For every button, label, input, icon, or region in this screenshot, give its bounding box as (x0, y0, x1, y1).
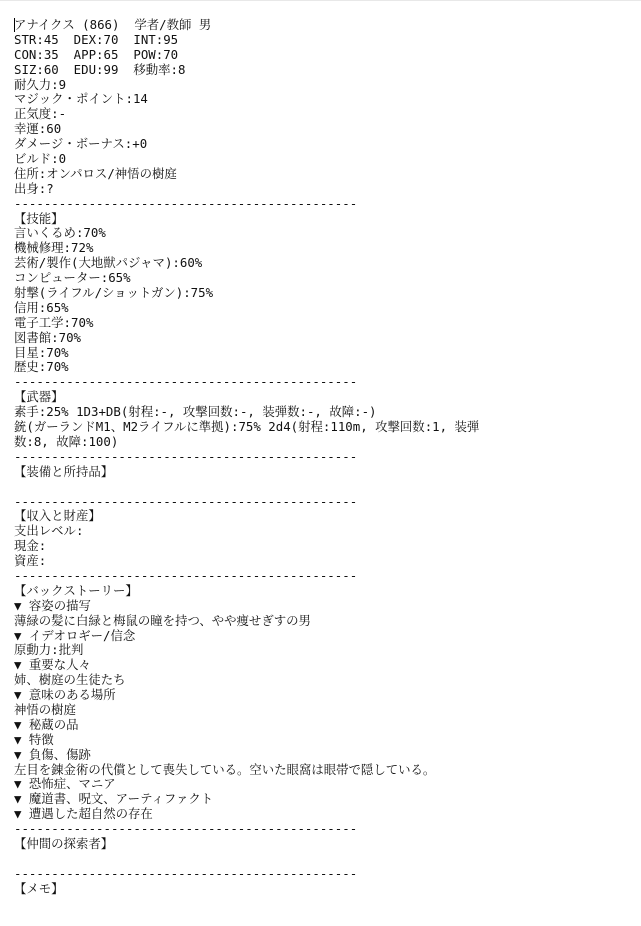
text-line: ▼ イデオロギー/信念 (14, 627, 136, 643)
text-line (14, 480, 641, 495)
text-line: 図書館:70% (14, 329, 82, 345)
text-line: 歴史:70% (14, 359, 69, 375)
text-line: 【メモ】 (14, 880, 64, 896)
text-line: ---------------------------------------------- (14, 374, 358, 390)
text-line: 薄緑の髪に白緑と梅鼠の瞳を持つ、やや痩せぎすの男 (14, 612, 311, 628)
text-line: ▼ 遭遇した超自然の存在 (14, 806, 153, 822)
text-line: 芸術/製作(大地獣パジャマ):60% (14, 255, 203, 271)
text-line: 【装備と所持品】 (14, 463, 114, 479)
text-line: 【技能】 (14, 210, 64, 226)
text-line: SIZ:60 EDU:99 移動率:8 (14, 61, 186, 77)
text-line: 出身:? (14, 180, 54, 196)
text-line: 神悟の樹庭 (14, 701, 76, 717)
text-line: ---------------------------------------------- (14, 865, 358, 881)
text-line: ---------------------------------------------- (14, 448, 358, 464)
text-line: 支出レベル: (14, 523, 84, 539)
text-line: ▼ 負傷、傷跡 (14, 746, 91, 762)
text-line: 目星:70% (14, 344, 69, 360)
text-line: CON:35 APP:65 POW:70 (14, 46, 179, 62)
text-line: 資産: (14, 553, 47, 569)
text-line: STR:45 DEX:70 INT:95 (14, 31, 179, 47)
text-line: ダメージ・ボーナス:+0 (14, 136, 148, 152)
text-line: 【武器】 (14, 389, 64, 405)
text-line: 耐久力:9 (14, 76, 67, 92)
text-line: ▼ 容姿の描写 (14, 597, 91, 613)
text-line: ---------------------------------------------- (14, 195, 358, 211)
text-line: ▼ 重要な人々 (14, 657, 91, 673)
text-line: ▼ 恐怖症、マニア (14, 776, 116, 792)
text-line: ---------------------------------------------- (14, 493, 358, 509)
text-line: 射撃(ライフル/ショットガン):75% (14, 285, 214, 301)
text-line: ビルド:0 (14, 151, 67, 167)
text-line (14, 852, 641, 867)
text-line: 数:8, 故障:100) (14, 433, 119, 449)
text-line: 正気度:- (14, 106, 67, 122)
text-line: 信用:65% (14, 299, 69, 315)
text-line: ---------------------------------------------- (14, 567, 358, 583)
text-line: ▼ 意味のある場所 (14, 687, 116, 703)
text-line: アナイクス (866) 学者/教師 男 (14, 17, 212, 32)
text-line: コンピューター:65% (14, 270, 131, 286)
text-line: 【仲間の探索者】 (14, 835, 114, 851)
text-line: ---------------------------------------------- (14, 821, 358, 837)
text-line: 現金: (14, 538, 47, 554)
text-line: 原動力:批判 (14, 642, 84, 658)
text-line: ▼ 特徴 (14, 731, 54, 747)
text-line: 左目を錬金術の代償として喪失している。空いた眼窩は眼帯で隠している。 (14, 761, 436, 777)
text-line: 素手:25% 1D3+DB(射程:-, 攻撃回数:-, 装弾数:-, 故障:-) (14, 404, 377, 420)
text-line: 姉、樹庭の生徒たち (14, 672, 126, 688)
text-line: ▼ 魔道書、呪文、アーティファクト (14, 791, 214, 807)
character-sheet-text[interactable] (14, 18, 641, 897)
text-line: 銃(ガーランドM1、M2ライフルに準拠):75% 2d4(射程:110m, 攻撃回数:1, 装弾 (14, 419, 480, 435)
text-line: 【収入と財産】 (14, 508, 101, 524)
text-line: 【バックストーリー】 (14, 582, 138, 598)
text-line: ▼ 秘蔵の品 (14, 716, 79, 732)
text-line: 言いくるめ:70% (14, 225, 106, 241)
text-line: マジック・ポイント:14 (14, 91, 148, 107)
text-line: 幸運:60 (14, 121, 62, 137)
text-line: 電子工学:70% (14, 314, 94, 330)
text-line: 住所:オンパロス/神悟の樹庭 (14, 165, 177, 181)
text-line: 機械修理:72% (14, 240, 94, 256)
